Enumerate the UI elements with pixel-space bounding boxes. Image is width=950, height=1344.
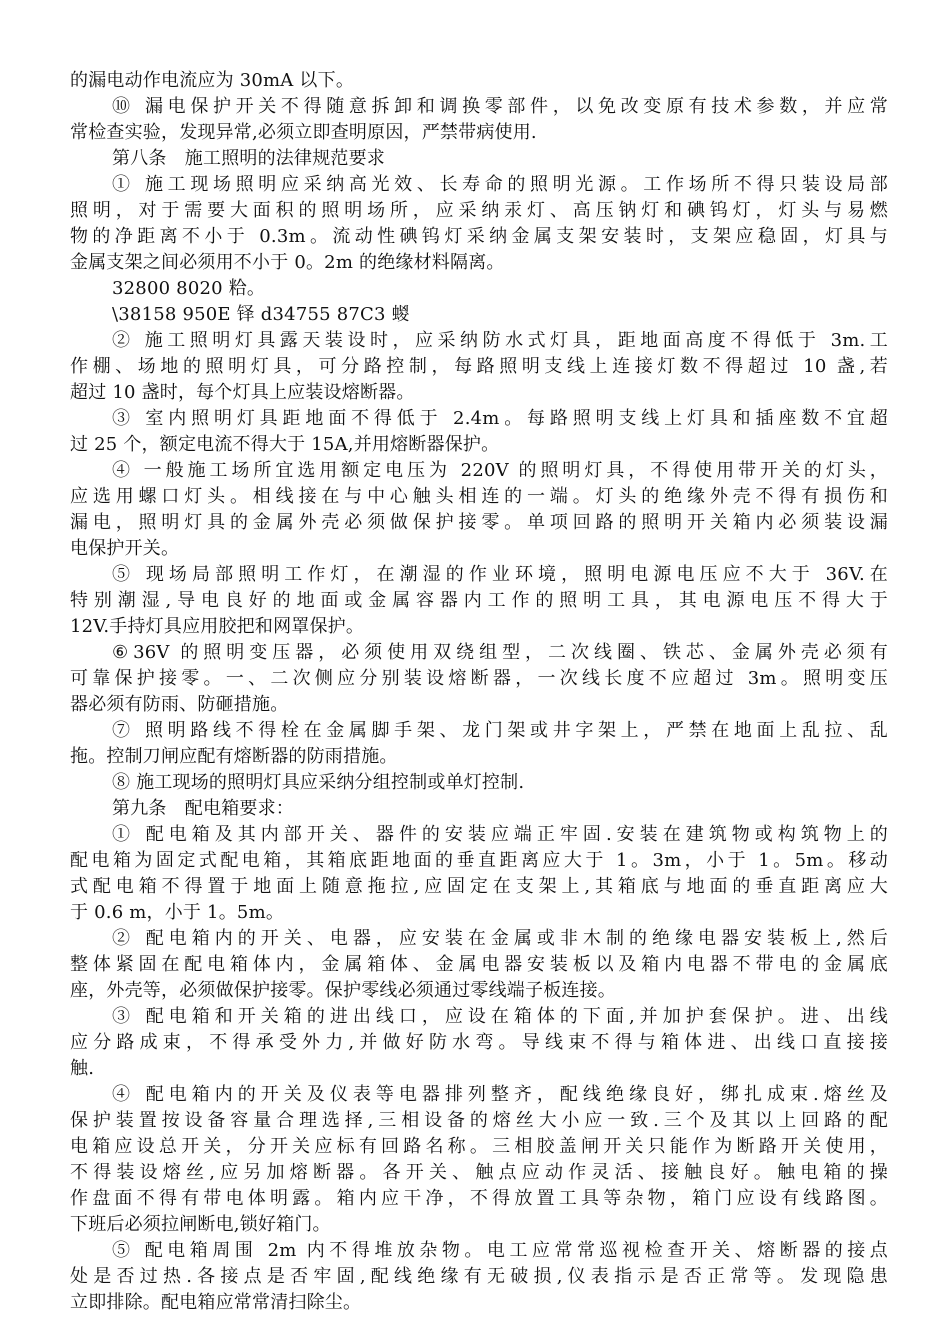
text-line: 可靠保护接零。一、二次侧应分别装设熔断器，一次线长度不应超过 3m。照明变压 [70, 668, 888, 689]
text-line: ⑩ 漏电保护开关不得随意拆卸和调换零部件，以免改变原有技术参数，并应常 [112, 96, 888, 117]
text-line: \38158 950E 铎 d34755 87C3 蝬 [112, 304, 410, 325]
text-line: 过 25 个，额定电流不得大于 15A,并用熔断器保护。 [70, 434, 500, 455]
text-line: 应分路成束，不得承受外力,并做好防水弯。导线束不得与箱体进、出线口直接接 [70, 1032, 888, 1053]
text-line: 整体紧固在配电箱体内，金属箱体、金属电器安装板以及箱内电器不带电的金属底 [70, 954, 888, 975]
text-line: 超过 10 盏时，每个灯具上应装设熔断器。 [70, 382, 415, 403]
text-line: 不得装设熔丝,应另加熔断器。各开关、触点应动作灵活、接触良好。触电箱的操 [70, 1162, 888, 1183]
text-line: 电保护开关。 [70, 538, 180, 559]
text-line: ⑥36V 的照明变压器，必须使用双绕组型，二次线圈、铁芯、金属外壳必须有 [112, 642, 888, 663]
text-line: 处是否过热.各接点是否牢固,配线绝缘有无破损,仪表指示是否正常等。发现隐患 [70, 1266, 888, 1287]
text-line: ⑦ 照明路线不得栓在金属脚手架、龙门架或井字架上，严禁在地面上乱拉、乱 [112, 720, 888, 741]
text-line: ⑧ 施工现场的照明灯具应采纳分组控制或单灯控制. [112, 772, 525, 793]
text-line: 拖。控制刀闸应配有熔断器的防雨措施。 [70, 746, 398, 767]
text-line: 立即排除。配电箱应常常清扫除尘。 [70, 1292, 362, 1313]
text-line: 下班后必须拉闸断电,锁好箱门。 [70, 1214, 331, 1235]
text-line: 保护装置按设备容量合理选择,三相设备的熔丝大小应一致.三个及其以上回路的配 [70, 1110, 888, 1131]
text-line: ⑤ 配电箱周围 2m 内不得堆放杂物。电工应常常巡视检查开关、熔断器的接点 [112, 1240, 888, 1261]
text-line: 触. [70, 1058, 95, 1079]
text-line: 照明，对于需要大面积的照明场所，应采纳汞灯、高压钠灯和碘钨灯，灯头与易燃 [70, 200, 888, 221]
text-line: ① 配电箱及其内部开关、器件的安装应端正牢固.安装在建筑物或构筑物上的 [112, 824, 888, 845]
text-line: 座，外壳等，必须做保护接零。保护零线必须通过零线端子板连接。 [70, 980, 616, 1001]
text-line: 金属支架之间必须用不小于 0。2m 的绝缘材料隔离。 [70, 252, 505, 273]
text-line: 32800 8020 粭。 [112, 278, 266, 299]
text-line: ④ 配电箱内的开关及仪表等电器排列整齐，配线绝缘良好，绑扎成束.熔丝及 [112, 1084, 888, 1105]
text-line: 器必须有防雨、防砸措施。 [70, 694, 289, 715]
text-line: ③ 室内照明灯具距地面不得低于 2.4m。每路照明支线上灯具和插座数不宜超 [112, 408, 888, 429]
text-line: 第九条 配电箱要求： [112, 798, 294, 819]
text-line: 常检查实验，发现异常,必须立即查明原因，严禁带病使用. [70, 122, 537, 143]
document-page [70, 68, 888, 1316]
text-line: 作棚、场地的照明灯具，可分路控制，每路照明支线上连接灯数不得超过 10 盏,若 [70, 356, 888, 377]
text-line: ② 配电箱内的开关、电器，应安装在金属或非木制的绝缘电器安装板上,然后 [112, 928, 888, 949]
text-line: 配电箱为固定式配电箱，其箱底距地面的垂直距离应大于 1。3m，小于 1。5m。移动 [70, 850, 888, 871]
text-line: ② 施工照明灯具露天装设时，应采纳防水式灯具，距地面高度不得低于 3m.工 [112, 330, 888, 351]
text-line: ⑤ 现场局部照明工作灯，在潮湿的作业环境，照明电源电压应不大于 36V.在 [112, 564, 888, 585]
text-line: 的漏电动作电流应为 30mA 以下。 [70, 70, 355, 91]
text-line: 漏电，照明灯具的金属外壳必须做保护接零。单项回路的照明开关箱内必须装设漏 [70, 512, 888, 533]
text-line: 作盘面不得有带电体明露。箱内应干净，不得放置工具等杂物，箱门应设有线路图。 [70, 1188, 888, 1209]
text-line: 物的净距离不小于 0.3m。流动性碘钨灯采纳金属支架安装时，支架应稳固，灯具与 [70, 226, 888, 247]
text-line: 12V.手持灯具应用胶把和网罩保护。 [70, 616, 365, 637]
text-line: ③ 配电箱和开关箱的进出线口，应设在箱体的下面,并加护套保护。进、出线 [112, 1006, 888, 1027]
text-line: 于 0.6 m，小于 1。5m。 [70, 902, 285, 923]
text-line: 应选用螺口灯头。相线接在与中心触头相连的一端。灯头的绝缘外壳不得有损伤和 [70, 486, 888, 507]
text-line: ① 施工现场照明应采纳高光效、长寿命的照明光源。工作场所不得只装设局部 [112, 174, 888, 195]
text-line: ④ 一般施工场所宜选用额定电压为 220V 的照明灯具，不得使用带开关的灯头， [112, 460, 888, 481]
text-line: 特别潮湿,导电良好的地面或金属容器内工作的照明工具，其电源电压不得大于 [70, 590, 888, 611]
text-line: 式配电箱不得置于地面上随意拖拉,应固定在支架上,其箱底与地面的垂直距离应大 [70, 876, 888, 897]
text-line: 第八条 施工照明的法律规范要求 [112, 148, 385, 169]
text-line: 电箱应设总开关，分开关应标有回路名称。三相胶盖闸开关只能作为断路开关使用， [70, 1136, 888, 1157]
